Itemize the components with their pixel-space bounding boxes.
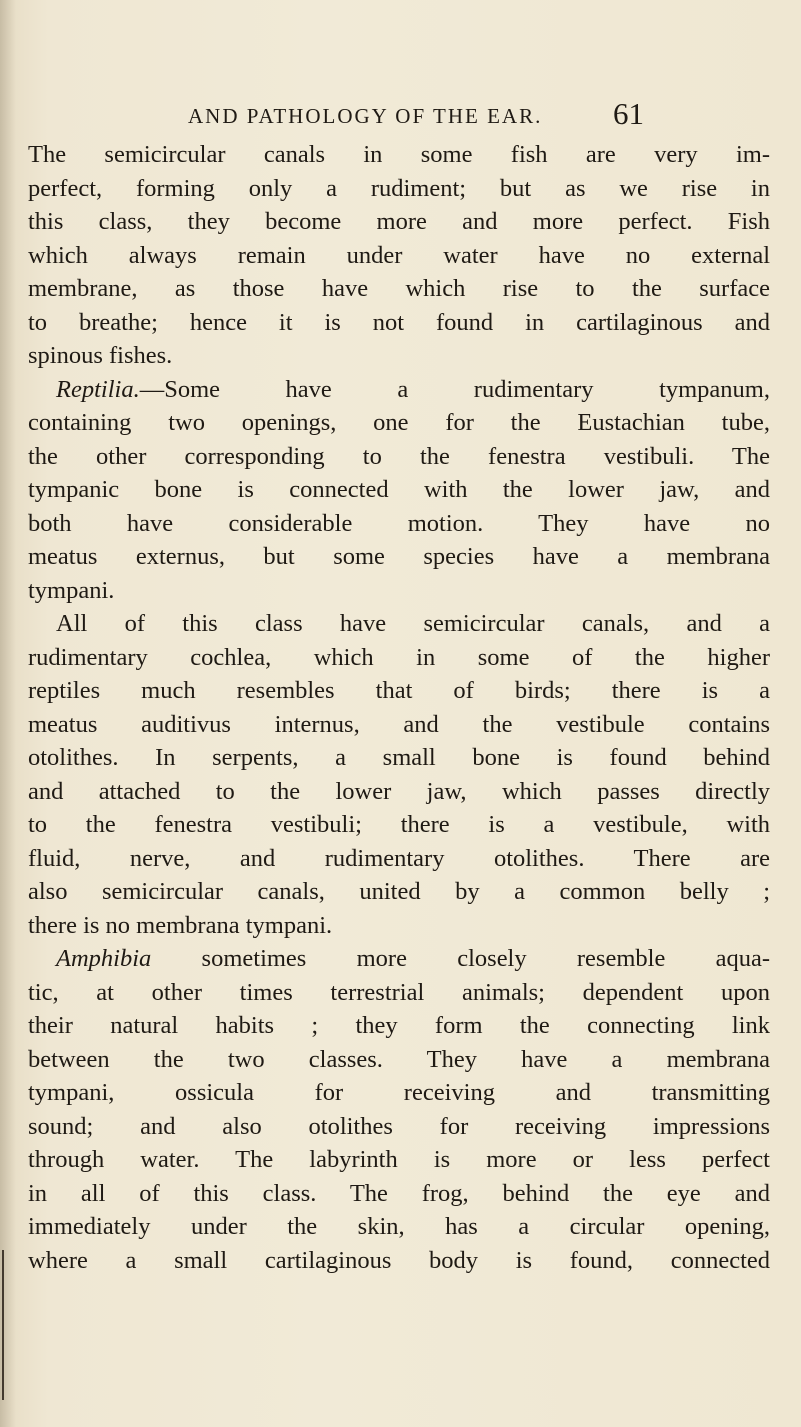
paragraph-reptilia-first-line bbox=[28, 373, 770, 407]
running-head: AND PATHOLOGY OF THE EAR. bbox=[188, 104, 543, 128]
text-line: in all of this class. The frog, behind the eye and bbox=[28, 1179, 770, 1207]
text-line-remainder: sometimes more closely resemble aqua- bbox=[151, 945, 770, 972]
text-line: tic, at other times terrestrial animals; dependent upon bbox=[28, 978, 770, 1006]
italic-term-reptilia: Reptilia. bbox=[56, 375, 140, 403]
text-line: where a small cartilaginous body is found, connected bbox=[28, 1246, 770, 1274]
paragraph-amphibia-first-line bbox=[28, 942, 770, 976]
text-line: to the fenestra vestibuli; there is a vestibule, with bbox=[28, 811, 770, 838]
text-line: also semicircular canals, united by a common belly ; bbox=[28, 878, 770, 905]
text-line: their natural habits ; they form the connecting link bbox=[28, 1012, 770, 1039]
text-line-remainder: —Some have a rudimentary tympanum, bbox=[139, 375, 770, 403]
text-line: immediately under the skin, has a circular opening, bbox=[28, 1213, 770, 1240]
text-line: The semicircular canals in some fish are very im- bbox=[28, 141, 770, 168]
text-line: tympanic bone is connected with the lower jaw, and bbox=[28, 476, 770, 503]
text-line: the other corresponding to the fenestra vestibuli. The bbox=[28, 442, 770, 470]
text-line: membrane, as those have which rise to the surface bbox=[28, 275, 770, 302]
text-line: sound; and also otolithes for receiving impressions bbox=[28, 1112, 770, 1140]
text-line: meatus auditivus internus, and the vestibule contains bbox=[28, 710, 770, 738]
text-line: perfect, forming only a rudiment; but as we rise in bbox=[28, 174, 770, 202]
body-text bbox=[28, 138, 770, 1277]
spine-shadow bbox=[0, 0, 16, 1427]
text-line: between the two classes. They have a membrana bbox=[28, 1045, 770, 1073]
text-line: and attached to the lower jaw, which passes directly bbox=[28, 777, 770, 805]
text-line: this class, they become more and more perfect. Fish bbox=[28, 208, 770, 235]
text-line: All of this class have semicircular canals, and a bbox=[56, 610, 770, 637]
text-line: tympani. bbox=[28, 576, 115, 604]
italic-term-amphibia: Amphibia bbox=[56, 945, 152, 972]
text-line: through water. The labyrinth is more or less perfect bbox=[28, 1146, 770, 1173]
text-line: which always remain under water have no external bbox=[28, 241, 770, 269]
text-line: containing two openings, one for the Eustachian tube, bbox=[28, 409, 770, 436]
text-line: to breathe; hence it is not found in cartilaginous and bbox=[28, 308, 770, 336]
text-line: rudimentary cochlea, which in some of the higher bbox=[28, 643, 770, 671]
text-line: tympani, ossicula for receiving and transmitting bbox=[28, 1079, 770, 1106]
text-line: both have considerable motion. They have no bbox=[28, 509, 770, 537]
text-line: meatus externus, but some species have a membrana bbox=[28, 543, 770, 570]
text-line: otolithes. In serpents, a small bone is found behind bbox=[28, 744, 770, 771]
page-number: 61 bbox=[613, 96, 644, 131]
text-line: reptiles much resembles that of birds; there is a bbox=[28, 677, 770, 704]
spine-edge bbox=[2, 1250, 4, 1400]
text-line: spinous fishes. bbox=[28, 342, 173, 369]
text-line: fluid, nerve, and rudimentary otolithes. There are bbox=[28, 844, 770, 872]
text-line: there is no membrana tympani. bbox=[28, 911, 333, 939]
